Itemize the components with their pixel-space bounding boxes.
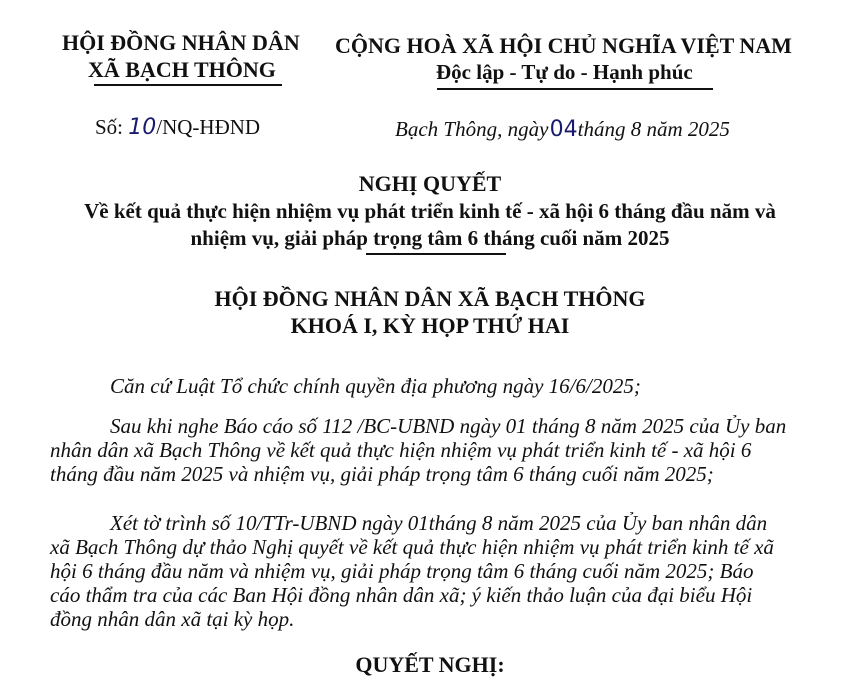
preamble-line: cáo thẩm tra của các Ban Hội đồng nhân dân xã; ý kiến thảo luận của đại biểu Hội [50,583,753,607]
national-title: CỘNG HOÀ XÃ HỘI CHỦ NGHĨA VIỆT NAM [335,33,792,58]
issuing-body-commune: XÃ BẠCH THÔNG [88,57,276,82]
place-date-day-handwritten: 04 [549,117,578,142]
preamble-line: đồng nhân dân xã tại kỳ họp. [50,607,295,631]
national-motto: Độc lập - Tự do - Hạnh phúc [436,60,693,84]
document-number-handwritten: 10 [128,115,157,140]
national-motto-underline [437,88,713,90]
document-subject-line-1: Về kết quả thực hiện nhiệm vụ phát triển kinh tế - xã hội 6 tháng đầu năm và [84,199,776,223]
document-type-title: NGHỊ QUYẾT [358,171,502,196]
preamble-paragraph-1: Căn cứ Luật Tổ chức chính quyền địa phương ngày 16/6/2025; [110,374,641,398]
council-name: HỘI ĐỒNG NHÂN DÂN XÃ BẠCH THÔNG [214,286,646,311]
document-number-prefix: Số: [95,115,124,139]
preamble-line: Xét tờ trình số 10/TTr-UBND ngày 01tháng 8 năm 2025 của Ủy ban nhân dân [110,511,768,535]
place-date [395,117,730,142]
place-date-suffix: tháng 8 năm 2025 [577,117,730,141]
place-date-prefix: Bạch Thông, ngày [395,117,549,141]
preamble-line: tháng đầu năm 2025 và nhiệm vụ, giải pháp trọng tâm 6 tháng cuối năm 2025; [50,462,714,486]
document-number [95,115,260,140]
issuing-body-underline [94,84,282,86]
preamble-line: hội 6 tháng đầu năm và nhiệm vụ, giải pháp trọng tâm 6 tháng cuối năm 2025; Báo [50,559,754,583]
document-number-suffix: /NQ-HĐND [156,115,261,139]
preamble-line: xã Bạch Thông dự thảo Nghị quyết về kết quả thực hiện nhiệm vụ phát triển kinh tế xã [50,535,774,559]
council-session: KHOÁ I, KỲ HỌP THỨ HAI [290,313,570,338]
issuing-body-name: HỘI ĐỒNG NHÂN DÂN [62,30,300,55]
title-underline [366,253,506,255]
decision-heading: QUYẾT NGHỊ: [355,652,505,677]
document-subject-line-2: nhiệm vụ, giải pháp trọng tâm 6 tháng cuối năm 2025 [190,226,670,250]
preamble-paragraph-2 [50,414,830,486]
preamble-paragraph-3 [50,511,830,631]
preamble-line: Sau khi nghe Báo cáo số 112 /BC-UBND ngày 01 tháng 8 năm 2025 của Ủy ban [110,414,787,438]
preamble-line: nhân dân xã Bạch Thông về kết quả thực hiện nhiệm vụ phát triển kinh tế - xã hội 6 [50,438,752,462]
